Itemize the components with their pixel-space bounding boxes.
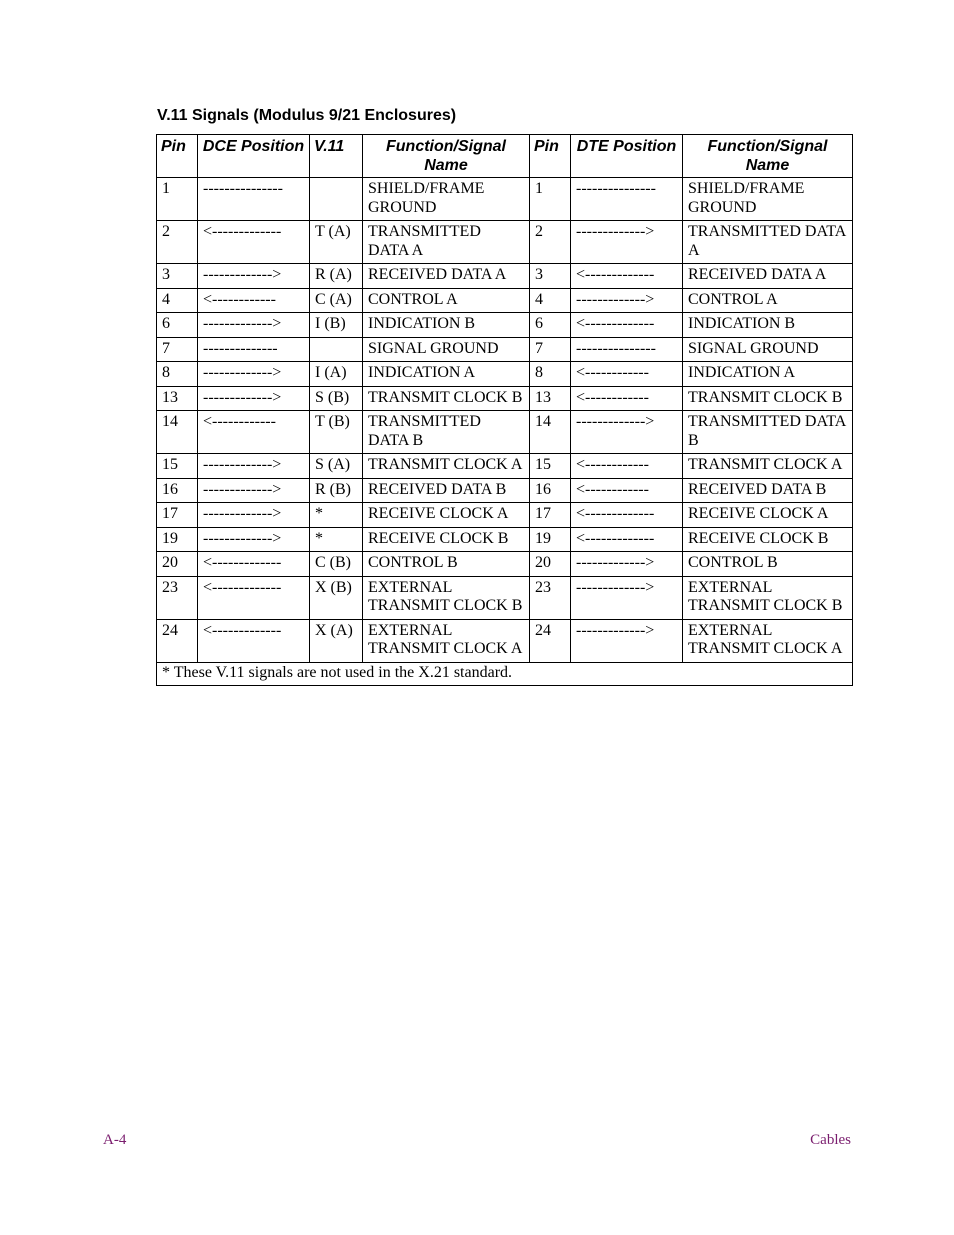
table-row xyxy=(157,313,853,338)
cell-function-dte: TRANSMIT CLOCK A xyxy=(683,454,853,479)
cell-v11: T (B) xyxy=(310,411,363,454)
cell-dte-position: --------------- xyxy=(571,178,683,221)
cell-pin-dte: 20 xyxy=(530,552,571,577)
cell-pin-dte: 14 xyxy=(530,411,571,454)
cell-function: EXTERNAL TRANSMIT CLOCK A xyxy=(363,619,530,662)
table-row xyxy=(157,362,853,387)
header-v11: V.11 xyxy=(310,135,363,178)
table-title: V.11 Signals (Modulus 9/21 Enclosures) xyxy=(157,107,457,124)
cell-pin: 20 xyxy=(157,552,198,577)
cell-function: RECEIVED DATA B xyxy=(363,478,530,503)
cell-function: RECEIVED DATA A xyxy=(363,264,530,289)
cell-function: TRANSMIT CLOCK B xyxy=(363,386,530,411)
table-row xyxy=(157,619,853,662)
cell-pin-dte: 15 xyxy=(530,454,571,479)
cell-function: TRANSMITTED DATA B xyxy=(363,411,530,454)
cell-v11: R (B) xyxy=(310,478,363,503)
cell-function: RECEIVE CLOCK A xyxy=(363,503,530,528)
cell-dce-position: -------------> xyxy=(198,478,310,503)
header-function-name-dte: Function/Signal Name xyxy=(683,135,853,178)
cell-function: RECEIVE CLOCK B xyxy=(363,527,530,552)
cell-function: INDICATION A xyxy=(363,362,530,387)
cell-dte-position: --------------- xyxy=(571,337,683,362)
header-dce-position: DCE Position xyxy=(198,135,310,178)
cell-dce-position: -------------> xyxy=(198,454,310,479)
cell-dce-position: -------------> xyxy=(198,313,310,338)
cell-v11: R (A) xyxy=(310,264,363,289)
cell-v11: X (B) xyxy=(310,576,363,619)
cell-function-dte: TRANSMITTED DATA B xyxy=(683,411,853,454)
cell-v11: C (A) xyxy=(310,288,363,313)
cell-dte-position: -------------> xyxy=(571,221,683,264)
cell-pin-dte: 23 xyxy=(530,576,571,619)
v11-signals-table xyxy=(156,134,853,686)
cell-v11: I (B) xyxy=(310,313,363,338)
cell-dce-position: -------------> xyxy=(198,527,310,552)
cell-function: SIGNAL GROUND xyxy=(363,337,530,362)
cell-function: INDICATION B xyxy=(363,313,530,338)
cell-function: SHIELD/FRAME GROUND xyxy=(363,178,530,221)
cell-function-dte: SIGNAL GROUND xyxy=(683,337,853,362)
cell-pin-dte: 8 xyxy=(530,362,571,387)
table-row xyxy=(157,411,853,454)
cell-pin: 6 xyxy=(157,313,198,338)
cell-dce-position: -------------> xyxy=(198,362,310,387)
cell-dce-position: --------------- xyxy=(198,178,310,221)
cell-function-dte: CONTROL B xyxy=(683,552,853,577)
table-row xyxy=(157,478,853,503)
cell-v11: S (B) xyxy=(310,386,363,411)
cell-dte-position: -------------> xyxy=(571,576,683,619)
cell-function-dte: TRANSMITTED DATA A xyxy=(683,221,853,264)
header-row xyxy=(157,135,853,178)
table-row xyxy=(157,527,853,552)
cell-pin-dte: 3 xyxy=(530,264,571,289)
cell-dce-position: <------------- xyxy=(198,619,310,662)
cell-pin: 17 xyxy=(157,503,198,528)
cell-dte-position: -------------> xyxy=(571,552,683,577)
cell-dte-position: -------------> xyxy=(571,411,683,454)
cell-dte-position: -------------> xyxy=(571,288,683,313)
header-pin-dte: Pin xyxy=(530,135,571,178)
cell-dte-position: <------------ xyxy=(571,454,683,479)
cell-dce-position: <------------- xyxy=(198,221,310,264)
cell-dte-position: <------------- xyxy=(571,264,683,289)
cell-function-dte: EXTERNAL TRANSMIT CLOCK B xyxy=(683,576,853,619)
cell-function-dte: RECEIVE CLOCK B xyxy=(683,527,853,552)
cell-function-dte: RECEIVED DATA B xyxy=(683,478,853,503)
cell-function-dte: INDICATION A xyxy=(683,362,853,387)
cell-pin-dte: 16 xyxy=(530,478,571,503)
cell-dce-position: -------------> xyxy=(198,264,310,289)
note-row xyxy=(157,662,853,686)
cell-dte-position: <------------- xyxy=(571,503,683,528)
table-row xyxy=(157,386,853,411)
cell-pin-dte: 4 xyxy=(530,288,571,313)
cell-function-dte: TRANSMIT CLOCK B xyxy=(683,386,853,411)
cell-v11: * xyxy=(310,503,363,528)
page-number: A-4 xyxy=(103,1132,127,1148)
cell-pin: 16 xyxy=(157,478,198,503)
header-pin: Pin xyxy=(157,135,198,178)
table-row xyxy=(157,337,853,362)
table-row xyxy=(157,552,853,577)
cell-dte-position: <------------- xyxy=(571,527,683,552)
cell-pin: 8 xyxy=(157,362,198,387)
cell-pin-dte: 7 xyxy=(530,337,571,362)
cell-v11 xyxy=(310,337,363,362)
table-row xyxy=(157,178,853,221)
cell-pin-dte: 1 xyxy=(530,178,571,221)
cell-pin: 19 xyxy=(157,527,198,552)
cell-dce-position: -------------- xyxy=(198,337,310,362)
table-row xyxy=(157,503,853,528)
header-dte-position: DTE Position xyxy=(571,135,683,178)
table-footnote: * These V.11 signals are not used in the X.21 standard. xyxy=(157,662,853,686)
table-row xyxy=(157,576,853,619)
table-row xyxy=(157,221,853,264)
cell-function-dte: CONTROL A xyxy=(683,288,853,313)
cell-v11: S (A) xyxy=(310,454,363,479)
cell-function: TRANSMITTED DATA A xyxy=(363,221,530,264)
cell-function-dte: RECEIVE CLOCK A xyxy=(683,503,853,528)
cell-dce-position: <------------- xyxy=(198,576,310,619)
cell-function: EXTERNAL TRANSMIT CLOCK B xyxy=(363,576,530,619)
cell-pin: 15 xyxy=(157,454,198,479)
cell-v11: I (A) xyxy=(310,362,363,387)
cell-dce-position: -------------> xyxy=(198,503,310,528)
cell-dte-position: <------------ xyxy=(571,386,683,411)
cell-function-dte: RECEIVED DATA A xyxy=(683,264,853,289)
cell-dce-position: <------------ xyxy=(198,411,310,454)
cell-dce-position: <------------ xyxy=(198,288,310,313)
cell-function-dte: INDICATION B xyxy=(683,313,853,338)
cell-v11: * xyxy=(310,527,363,552)
cell-pin: 13 xyxy=(157,386,198,411)
cell-dce-position: <------------- xyxy=(198,552,310,577)
cell-function: CONTROL B xyxy=(363,552,530,577)
cell-pin: 14 xyxy=(157,411,198,454)
cell-function: TRANSMIT CLOCK A xyxy=(363,454,530,479)
cell-function: CONTROL A xyxy=(363,288,530,313)
cell-dte-position: <------------- xyxy=(571,313,683,338)
cell-pin-dte: 24 xyxy=(530,619,571,662)
cell-pin: 2 xyxy=(157,221,198,264)
cell-v11 xyxy=(310,178,363,221)
cell-pin: 4 xyxy=(157,288,198,313)
cell-function-dte: SHIELD/FRAME GROUND xyxy=(683,178,853,221)
cell-pin: 7 xyxy=(157,337,198,362)
cell-pin-dte: 2 xyxy=(530,221,571,264)
cell-pin-dte: 17 xyxy=(530,503,571,528)
cell-v11: X (A) xyxy=(310,619,363,662)
cell-pin-dte: 6 xyxy=(530,313,571,338)
table-row xyxy=(157,454,853,479)
cell-dce-position: -------------> xyxy=(198,386,310,411)
cell-pin: 24 xyxy=(157,619,198,662)
cell-function-dte: EXTERNAL TRANSMIT CLOCK A xyxy=(683,619,853,662)
cell-pin: 3 xyxy=(157,264,198,289)
table-row xyxy=(157,288,853,313)
cell-pin: 23 xyxy=(157,576,198,619)
cell-pin-dte: 19 xyxy=(530,527,571,552)
chapter-name: Cables xyxy=(810,1132,851,1148)
header-function-name: Function/Signal Name xyxy=(363,135,530,178)
cell-dte-position: -------------> xyxy=(571,619,683,662)
cell-v11: T (A) xyxy=(310,221,363,264)
cell-dte-position: <------------ xyxy=(571,478,683,503)
cell-pin: 1 xyxy=(157,178,198,221)
cell-pin-dte: 13 xyxy=(530,386,571,411)
table-row xyxy=(157,264,853,289)
cell-v11: C (B) xyxy=(310,552,363,577)
cell-dte-position: <------------ xyxy=(571,362,683,387)
